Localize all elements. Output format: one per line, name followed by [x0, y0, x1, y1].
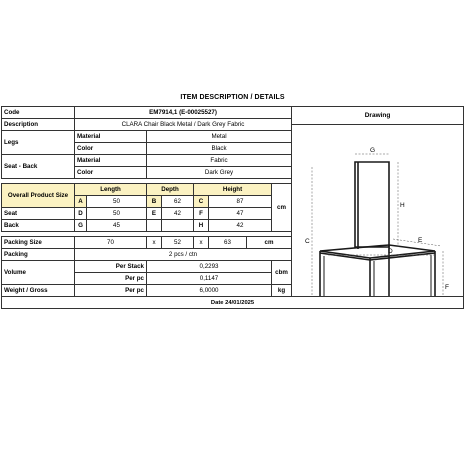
- seat-f-value: 47: [209, 208, 272, 220]
- overall-b-value: 62: [162, 196, 194, 208]
- back-g-label: G: [75, 220, 87, 232]
- weight-label: Weight / Gross: [2, 285, 75, 297]
- packing-size-length: 70: [75, 237, 147, 249]
- code-value: EM7914,1 (E-00025527): [75, 107, 292, 119]
- drawing-title: Drawing: [364, 112, 391, 119]
- seat-material-value: Fabric: [147, 155, 292, 167]
- code-row: [2, 107, 464, 119]
- overall-size-label: Overall Product Size: [2, 184, 75, 208]
- packing-size-width: 52: [162, 237, 194, 249]
- weight-per-pc-label: Per pc: [75, 285, 147, 297]
- volume-per-stack-value: 0,2293: [147, 261, 272, 273]
- overall-c-label: C: [194, 196, 209, 208]
- length-header: Length: [75, 184, 147, 196]
- description-value: CLARA Chair Black Metal / Dark Grey Fabric: [75, 119, 292, 131]
- volume-per-pc-label: Per pc: [75, 273, 147, 285]
- seat-e-value: 42: [162, 208, 194, 220]
- label-g: G: [370, 147, 376, 154]
- dimension-unit: cm: [272, 184, 292, 232]
- date-text: Date 24/01/2025: [2, 297, 464, 309]
- date-row: [2, 297, 464, 309]
- packing-size-label: Packing Size: [2, 237, 75, 249]
- height-header: Height: [194, 184, 272, 196]
- back-dim-label: Back: [2, 220, 75, 232]
- packing-size-x2: x: [194, 237, 209, 249]
- packing-size-height: 63: [209, 237, 247, 249]
- back-h-value: 42: [209, 220, 272, 232]
- seat-material-label: Material: [75, 155, 147, 167]
- seat-f-label: F: [194, 208, 209, 220]
- description-label: Description: [2, 119, 75, 131]
- seat-back-label: Seat - Back: [2, 155, 75, 179]
- legs-label: Legs: [2, 131, 75, 155]
- packing-size-x1: x: [147, 237, 162, 249]
- label-h: H: [400, 202, 405, 209]
- packing-value: 2 pcs / ctn: [75, 249, 292, 261]
- chair-drawing: G H C E D F A B: [305, 147, 450, 347]
- label-f: F: [445, 284, 450, 291]
- seat-e-label: E: [147, 208, 162, 220]
- seat-dim-label: Seat: [2, 208, 75, 220]
- back-g-value: 45: [87, 220, 147, 232]
- overall-a-value: 50: [87, 196, 147, 208]
- weight-unit: kg: [272, 285, 292, 297]
- seat-color-label: Color: [75, 167, 147, 179]
- volume-unit: cbm: [272, 261, 292, 285]
- label-d: D: [388, 248, 393, 255]
- weight-per-pc-value: 6,0000: [147, 285, 272, 297]
- code-label: Code: [2, 107, 75, 119]
- spec-table: [1, 106, 464, 347]
- legs-material-label: Material: [75, 131, 147, 143]
- packing-size-unit: cm: [247, 237, 292, 249]
- overall-a-label: A: [75, 196, 87, 208]
- page-title: ITEM DESCRIPTION / DETAILS: [180, 94, 285, 101]
- seat-color-value: Dark Grey: [147, 167, 292, 179]
- label-e: E: [418, 237, 423, 244]
- drawing-panel: [292, 107, 464, 347]
- legs-color-value: Black: [147, 143, 292, 155]
- legs-color-label: Color: [75, 143, 147, 155]
- seat-d-label: D: [75, 208, 87, 220]
- volume-per-stack-label: Per Stack: [75, 261, 147, 273]
- overall-c-value: 87: [209, 196, 272, 208]
- back-h-label: H: [194, 220, 209, 232]
- depth-header: Depth: [147, 184, 194, 196]
- volume-label: Volume: [2, 261, 75, 285]
- seat-d-value: 50: [87, 208, 147, 220]
- packing-label: Packing: [2, 249, 75, 261]
- volume-per-pc-value: 0,1147: [147, 273, 272, 285]
- label-c: C: [305, 238, 310, 245]
- overall-b-label: B: [147, 196, 162, 208]
- legs-material-value: Metal: [147, 131, 292, 143]
